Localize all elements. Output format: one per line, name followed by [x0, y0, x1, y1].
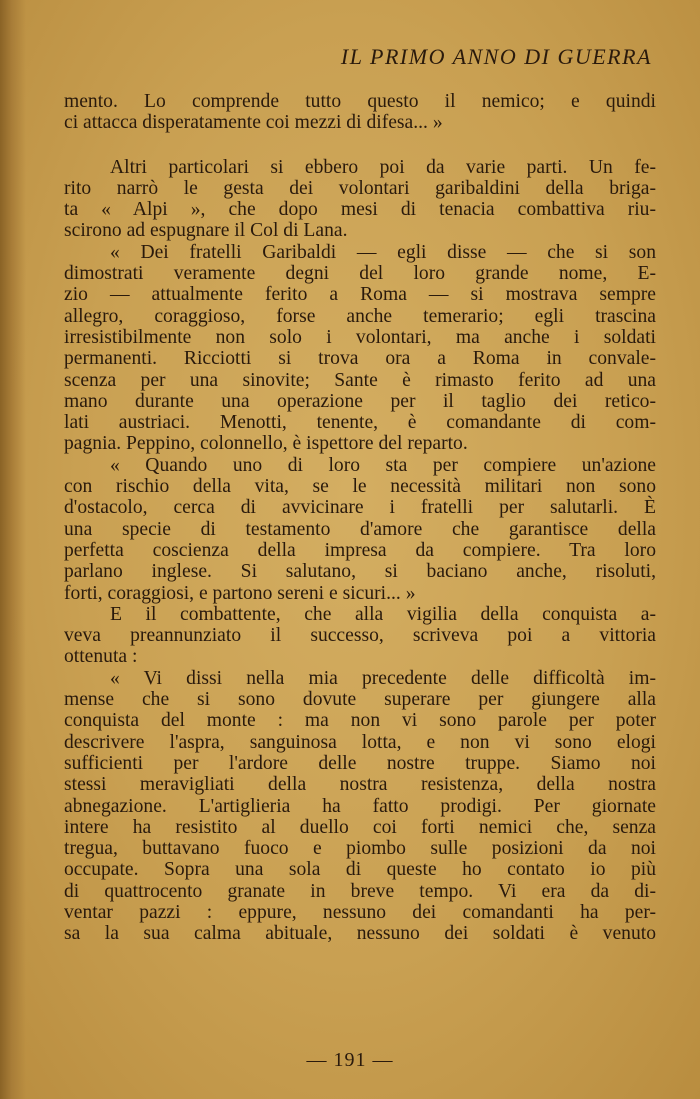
text-line: ta « Alpi », che dopo mesi di tenacia combattiva riu- [64, 199, 656, 221]
text-line: E il combattente, che alla vigilia della conquista a- [110, 603, 656, 625]
text-line: irresistibilmente non solo i volontari, ma anche i soldati [64, 326, 656, 348]
paragraph [64, 604, 656, 668]
text-line: Altri particolari si ebbero poi da varie parti. Un fe- [110, 156, 656, 178]
text-line: di quattrocento granate in breve tempo. Vi era da di- [64, 880, 656, 902]
text-line: mano durante una operazione per il taglio dei retico- [64, 390, 656, 412]
text-line: ci attacca disperatamente coi mezzi di difesa... » [64, 112, 443, 134]
paragraph [64, 242, 656, 455]
paragraph [64, 668, 656, 945]
text-line: una specie di testamento d'amore che garantisce della [64, 518, 656, 540]
text-line: allegro, coraggioso, forse anche temerario; egli trascina [64, 305, 656, 327]
text-line: rito narrò le gesta dei volontari garibaldini della briga- [64, 177, 656, 199]
text-line: dimostrati veramente degni del loro grande nome, E- [64, 263, 656, 285]
paragraph [64, 157, 656, 242]
paragraph [64, 455, 656, 604]
text-line: mento. Lo comprende tutto questo il nemico; e quindi [64, 91, 656, 112]
text-line: intere ha resistito al duello coi forti nemici che, senza [64, 816, 656, 838]
text-line: forti, coraggiosi, e partono sereni e sicuri... » [64, 582, 416, 604]
page-spine-shadow [0, 0, 26, 1099]
paragraph [64, 91, 656, 134]
text-line: « Dei fratelli Garibaldi — egli disse — che si son [110, 241, 656, 263]
text-line: ottenuta : [64, 646, 138, 668]
text-line: descrivere l'aspra, sanguinosa lotta, e non vi sono elogi [64, 731, 656, 753]
text-line: « Quando uno di loro sta per compiere un'azione [110, 454, 656, 476]
body-text [64, 91, 656, 945]
running-head: IL PRIMO ANNO DI GUERRA [340, 44, 652, 69]
page-number: — 191 — [306, 1049, 394, 1071]
text-line: parlano inglese. Si salutano, si baciano anche, risoluti, [64, 561, 656, 583]
text-line: abnegazione. L'artiglieria ha fatto prodigi. Per giornate [64, 795, 656, 817]
text-line: sa la sua calma abituale, nessuno dei soldati è venuto [64, 923, 656, 945]
text-line: scirono ad espugnare il Col di Lana. [64, 220, 348, 242]
text-line: tregua, buttavano fuoco e piombo sulle posizioni da noi [64, 838, 656, 860]
text-line: perfetta coscienza della impresa da compiere. Tra loro [64, 539, 656, 561]
text-line: mense che si sono dovute superare per giungere alla [64, 689, 656, 711]
text-line: veva preannunziato il successo, scriveva poi a vittoria [64, 625, 656, 647]
text-line: scenza per una sinovite; Sante è rimasto ferito ad una [64, 369, 656, 391]
text-line: conquista del monte : ma non vi sono parole per poter [64, 710, 656, 732]
text-line: zio — attualmente ferito a Roma — si mostrava sempre [64, 284, 656, 306]
text-line: permanenti. Ricciotti si trova ora a Roma in convale- [64, 348, 656, 370]
text-line: ventar pazzi : eppure, nessuno dei comandanti ha per- [64, 901, 656, 923]
text-line: lati austriaci. Menotti, tenente, è comandante di com- [64, 412, 656, 434]
text-line: « Vi dissi nella mia precedente delle difficoltà im- [110, 667, 656, 689]
text-line: occupate. Sopra una sola di queste ho contato io più [64, 859, 656, 881]
text-line: sufficienti per l'ardore delle nostre truppe. Siamo noi [64, 752, 656, 774]
text-line: d'ostacolo, cerca di avvicinare i fratelli per salutarli. È [64, 497, 656, 519]
text-line: stessi meravigliati della nostra resistenza, della nostra [64, 774, 656, 796]
text-line: pagnia. Peppino, colonnello, è ispettore del reparto. [64, 433, 468, 455]
text-line: con rischio della vita, se le necessità militari non sono [64, 476, 656, 498]
